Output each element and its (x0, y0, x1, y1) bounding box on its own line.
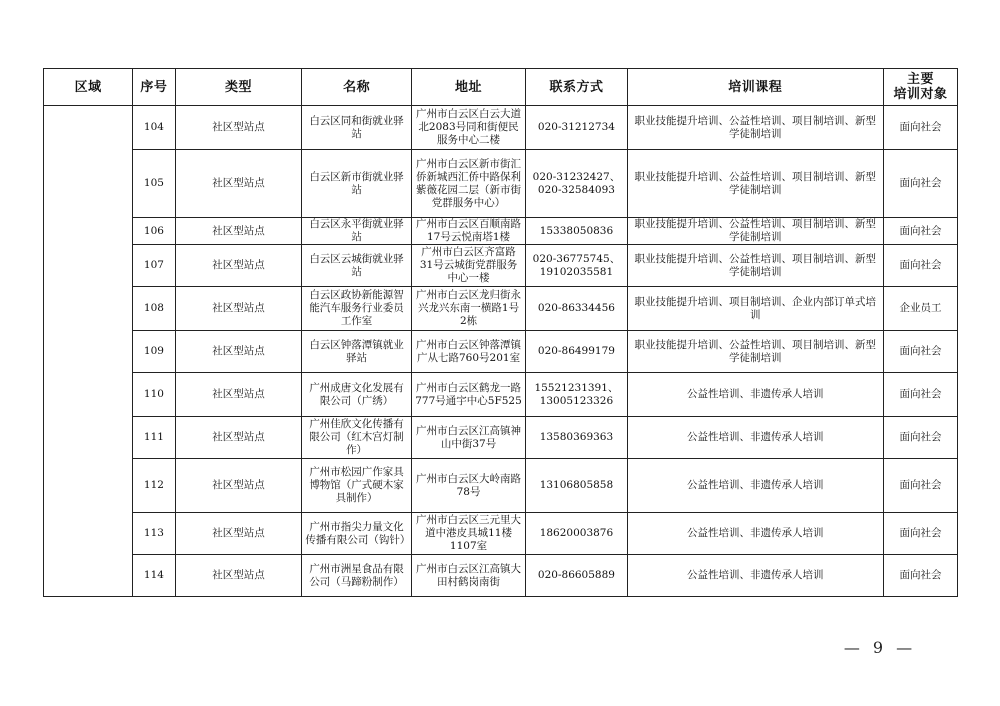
row-courses: 公益性培训、非遗传承人培训 (627, 555, 883, 597)
header-address: 地址 (411, 69, 526, 106)
header-courses: 培训课程 (627, 69, 883, 106)
row-address: 广州市白云区江高镇大田村鹤岗南街 (411, 555, 526, 597)
row-name: 广州市指尖力量文化传播有限公司（钩针） (302, 513, 411, 555)
table-row (44, 331, 958, 373)
row-address: 广州市白云区江高镇神山中街37号 (411, 417, 526, 459)
row-name: 白云区新市街就业驿站 (302, 150, 411, 218)
header-contact: 联系方式 (526, 69, 627, 106)
header-index: 序号 (133, 69, 176, 106)
table-row (44, 459, 958, 513)
table-row (44, 417, 958, 459)
row-index: 110 (133, 373, 176, 417)
row-target: 面向社会 (883, 106, 957, 150)
row-address: 广州市白云区大岭南路78号 (411, 459, 526, 513)
row-courses: 职业技能提升培训、公益性培训、项目制培训、新型学徒制培训 (627, 218, 883, 245)
row-name: 白云区政协新能源智能汽车服务行业委员工作室 (302, 287, 411, 331)
row-index: 106 (133, 218, 176, 245)
row-contact: 020-36775745、19102035581 (526, 245, 627, 287)
row-type: 社区型站点 (175, 555, 302, 597)
row-courses: 公益性培训、非遗传承人培训 (627, 459, 883, 513)
row-contact: 020-86605889 (526, 555, 627, 597)
header-name: 名称 (302, 69, 411, 106)
row-address: 广州市白云区三元里大道中港皮具城11楼1107室 (411, 513, 526, 555)
header-target-line2: 培训对象 (893, 87, 948, 102)
training-sites-table (43, 68, 958, 597)
row-target: 面向社会 (883, 331, 957, 373)
row-name: 白云区云城街就业驿站 (302, 245, 411, 287)
row-index: 113 (133, 513, 176, 555)
row-type: 社区型站点 (175, 218, 302, 245)
row-contact: 13580369363 (526, 417, 627, 459)
table-row (44, 245, 958, 287)
row-target: 面向社会 (883, 555, 957, 597)
row-address: 广州市白云区白云大道北2083号同和街便民服务中心二楼 (411, 106, 526, 150)
row-courses: 公益性培训、非遗传承人培训 (627, 513, 883, 555)
header-target-line1: 主要 (906, 72, 934, 87)
row-contact: 020-31212734 (526, 106, 627, 150)
row-address: 广州市白云区龙归街永兴龙兴东南一横路1号2栋 (411, 287, 526, 331)
row-contact: 020-86334456 (526, 287, 627, 331)
row-address: 广州市白云区新市街汇侨新城西汇侨中路保利紫薇花园二层（新市街党群服务中心） (411, 150, 526, 218)
table-row (44, 218, 958, 245)
row-type: 社区型站点 (175, 106, 302, 150)
row-name: 广州市洲星食品有限公司（马蹄粉制作） (302, 555, 411, 597)
row-name: 白云区同和街就业驿站 (302, 106, 411, 150)
row-type: 社区型站点 (175, 331, 302, 373)
header-target (883, 69, 957, 106)
row-index: 104 (133, 106, 176, 150)
row-contact: 15338050836 (526, 218, 627, 245)
header-type: 类型 (175, 69, 302, 106)
row-contact: 13106805858 (526, 459, 627, 513)
row-index: 105 (133, 150, 176, 218)
row-type: 社区型站点 (175, 417, 302, 459)
table-row (44, 106, 958, 150)
region-cell (44, 106, 133, 597)
row-index: 109 (133, 331, 176, 373)
row-address: 广州市白云区百顺南路17号云悦南塔1楼 (411, 218, 526, 245)
row-target: 面向社会 (883, 218, 957, 245)
row-address: 广州市白云区鹤龙一路777号通宇中心5F525 (411, 373, 526, 417)
row-target: 企业员工 (883, 287, 957, 331)
row-contact: 020-31232427、020-32584093 (526, 150, 627, 218)
row-name: 广州成唐文化发展有限公司（广绣） (302, 373, 411, 417)
table-row (44, 373, 958, 417)
row-address: 广州市白云区齐富路31号云城街党群服务中心一楼 (411, 245, 526, 287)
row-courses: 职业技能提升培训、公益性培训、项目制培训、新型学徒制培训 (627, 106, 883, 150)
row-name: 白云区永平街就业驿站 (302, 218, 411, 245)
row-contact: 15521231391、13005123326 (526, 373, 627, 417)
row-name: 广州市松园广作家具博物馆（广式硬木家具制作） (302, 459, 411, 513)
page-number: — 9 — (843, 638, 917, 657)
row-index: 111 (133, 417, 176, 459)
row-contact: 020-86499179 (526, 331, 627, 373)
row-courses: 公益性培训、非遗传承人培训 (627, 417, 883, 459)
table-header-row (44, 69, 958, 106)
row-courses: 职业技能提升培训、项目制培训、企业内部订单式培训 (627, 287, 883, 331)
table-row (44, 150, 958, 218)
row-courses: 职业技能提升培训、公益性培训、项目制培训、新型学徒制培训 (627, 331, 883, 373)
row-target: 面向社会 (883, 373, 957, 417)
row-courses: 公益性培训、非遗传承人培训 (627, 373, 883, 417)
row-address: 广州市白云区钟落潭镇广从七路760号201室 (411, 331, 526, 373)
row-index: 108 (133, 287, 176, 331)
row-name: 广州佳欣文化传播有限公司（红木宫灯制作） (302, 417, 411, 459)
row-target: 面向社会 (883, 459, 957, 513)
row-target: 面向社会 (883, 245, 957, 287)
row-index: 112 (133, 459, 176, 513)
row-type: 社区型站点 (175, 513, 302, 555)
row-index: 107 (133, 245, 176, 287)
table-row (44, 513, 958, 555)
row-target: 面向社会 (883, 513, 957, 555)
table-row (44, 287, 958, 331)
row-target: 面向社会 (883, 150, 957, 218)
table-row (44, 555, 958, 597)
row-type: 社区型站点 (175, 245, 302, 287)
row-type: 社区型站点 (175, 373, 302, 417)
row-type: 社区型站点 (175, 459, 302, 513)
row-index: 114 (133, 555, 176, 597)
row-target: 面向社会 (883, 417, 957, 459)
row-contact: 18620003876 (526, 513, 627, 555)
row-courses: 职业技能提升培训、公益性培训、项目制培训、新型学徒制培训 (627, 245, 883, 287)
row-name: 白云区钟落潭镇就业驿站 (302, 331, 411, 373)
row-courses: 职业技能提升培训、公益性培训、项目制培训、新型学徒制培训 (627, 150, 883, 218)
row-type: 社区型站点 (175, 287, 302, 331)
header-region: 区域 (44, 69, 133, 106)
row-type: 社区型站点 (175, 150, 302, 218)
